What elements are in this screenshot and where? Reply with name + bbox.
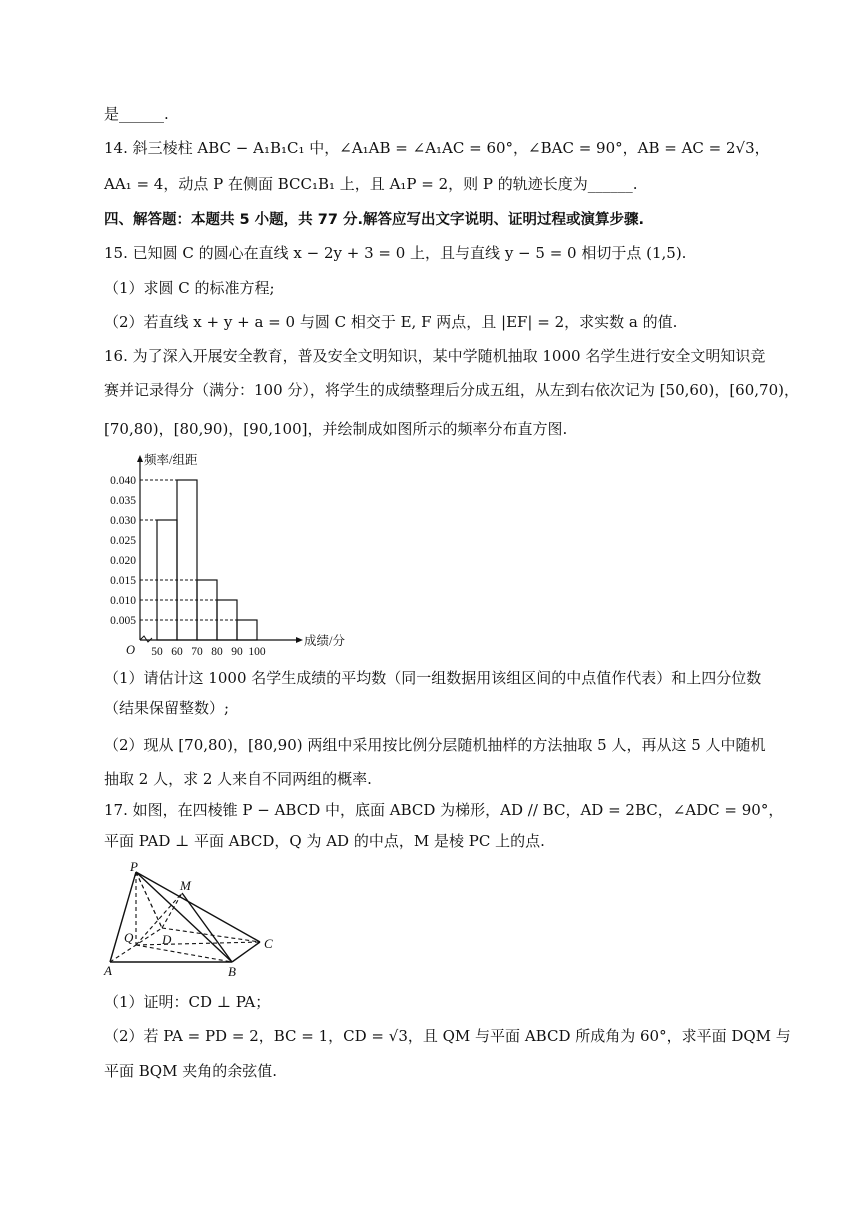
label-M: M xyxy=(180,878,191,893)
line-q16-c: [70,80)，[80,90)，[90,100]，并绘制成如图所示的频率分布直方图. xyxy=(104,420,568,438)
edge-BC xyxy=(232,942,260,962)
x-tick-label: 90 xyxy=(231,646,243,658)
edge-MB xyxy=(182,893,232,962)
line-q15: 15. 已知圆 C 的圆心在直线 x − 2y + 3 = 0 上，且与直线 y − 5 = 0 相切于点 (1,5). xyxy=(104,244,687,262)
label-B: B xyxy=(228,964,236,979)
axis-break xyxy=(140,636,152,642)
histogram-bar xyxy=(177,480,197,640)
line-q14-cont: AA₁ = 4，动点 P 在侧面 BCC₁B₁ 上，且 A₁P = 2，则 P 的轨迹长度为______. xyxy=(104,175,638,193)
line-0: 是______. xyxy=(104,105,169,123)
x-tick-label: 100 xyxy=(248,646,266,658)
y-tick-label: 0.015 xyxy=(110,575,136,587)
line-q17-b: 平面 PAD ⊥ 平面 ABCD，Q 为 AD 的中点，M 是棱 PC 上的点. xyxy=(104,832,545,850)
y-tick-label: 0.010 xyxy=(110,595,136,607)
edge-PB-inner xyxy=(136,872,162,928)
x-tick-label: 70 xyxy=(191,646,203,658)
label-Q: Q xyxy=(124,930,134,945)
frequency-histogram xyxy=(98,450,345,662)
line-q17-2: （2）若 PA = PD = 2，BC = 1，CD = √3，且 QM 与平面 ABCD 所成角为 60°，求平面 DQM 与 xyxy=(104,1027,791,1045)
x-axis-arrow xyxy=(296,637,303,643)
line-q14: 14. 斜三棱柱 ABC − A₁B₁C₁ 中，∠A₁AB = ∠A₁AC = 60°，∠BAC = 90°，AB = AC = 2√3， xyxy=(104,139,770,157)
label-A: A xyxy=(104,963,112,978)
edge-DC xyxy=(162,928,260,942)
line-q16-2-cont: 抽取 2 人，求 2 人来自不同两组的概率. xyxy=(104,770,372,788)
y-tick-label: 0.025 xyxy=(110,535,136,547)
x-tick-label: 60 xyxy=(171,646,183,658)
label-D: D xyxy=(162,932,172,947)
histogram-bar xyxy=(237,620,257,640)
edge-QM xyxy=(136,893,182,945)
edge-PA xyxy=(110,872,136,962)
line-q17: 17. 如图，在四棱锥 P − ABCD 中，底面 ABCD 为梯形，AD // BC，AD = 2BC，∠ADC = 90°， xyxy=(104,801,784,819)
label-C: C xyxy=(264,936,273,951)
line-q16: 16. 为了深入开展安全教育，普及安全文明知识，某中学随机抽取 1000 名学生进行安全文明知识竞 xyxy=(104,347,766,365)
edge-PC xyxy=(136,872,260,942)
origin-label: O xyxy=(126,643,136,657)
y-axis-arrow xyxy=(137,455,143,462)
y-tick-label: 0.020 xyxy=(110,555,136,567)
label-P: P xyxy=(130,859,138,874)
x-tick-label: 50 xyxy=(151,646,163,658)
line-q17-2-cont: 平面 BQM 夹角的余弦值. xyxy=(104,1062,277,1080)
pyramid-figure xyxy=(100,858,290,983)
line-q15-2: （2）若直线 x + y + a = 0 与圆 C 相交于 E, F 两点，且 |EF| = 2，求实数 a 的值. xyxy=(104,313,678,331)
line-q15-1: （1）求圆 C 的标准方程; xyxy=(104,279,275,297)
line-q16-1-cont: （结果保留整数）; xyxy=(104,699,230,717)
y-tick-label: 0.035 xyxy=(110,495,136,507)
y-tick-label: 0.005 xyxy=(110,615,136,627)
line-q16-1: （1）请估计这 1000 名学生成绩的平均数（同一组数据用该组区间的中点值作代表）和上四分位数 xyxy=(104,669,762,687)
x-axis-label: 成绩/分 xyxy=(304,634,345,648)
histogram-bar xyxy=(197,580,217,640)
edge-QC xyxy=(136,942,260,945)
line-q16-2: （2）现从 [70,80)，[80,90) 两组中采用按比例分层随机抽样的方法抽取 5 人，再从这 5 人中随机 xyxy=(104,736,766,754)
line-q16-b: 赛并记录得分（满分：100 分），将学生的成绩整理后分成五组，从左到右依次记为 [50,60)，[60,70)， xyxy=(104,381,799,399)
line-q17-1: （1）证明：CD ⊥ PA； xyxy=(104,993,271,1011)
section-heading: 四、解答题：本题共 5 小题，共 77 分.解答应写出文字说明、证明过程或演算步骤. xyxy=(104,212,644,228)
y-axis-label: 频率/组距 xyxy=(144,453,198,467)
y-tick-label: 0.040 xyxy=(110,475,136,487)
x-tick-label: 80 xyxy=(211,646,223,658)
y-tick-label: 0.030 xyxy=(110,515,136,527)
